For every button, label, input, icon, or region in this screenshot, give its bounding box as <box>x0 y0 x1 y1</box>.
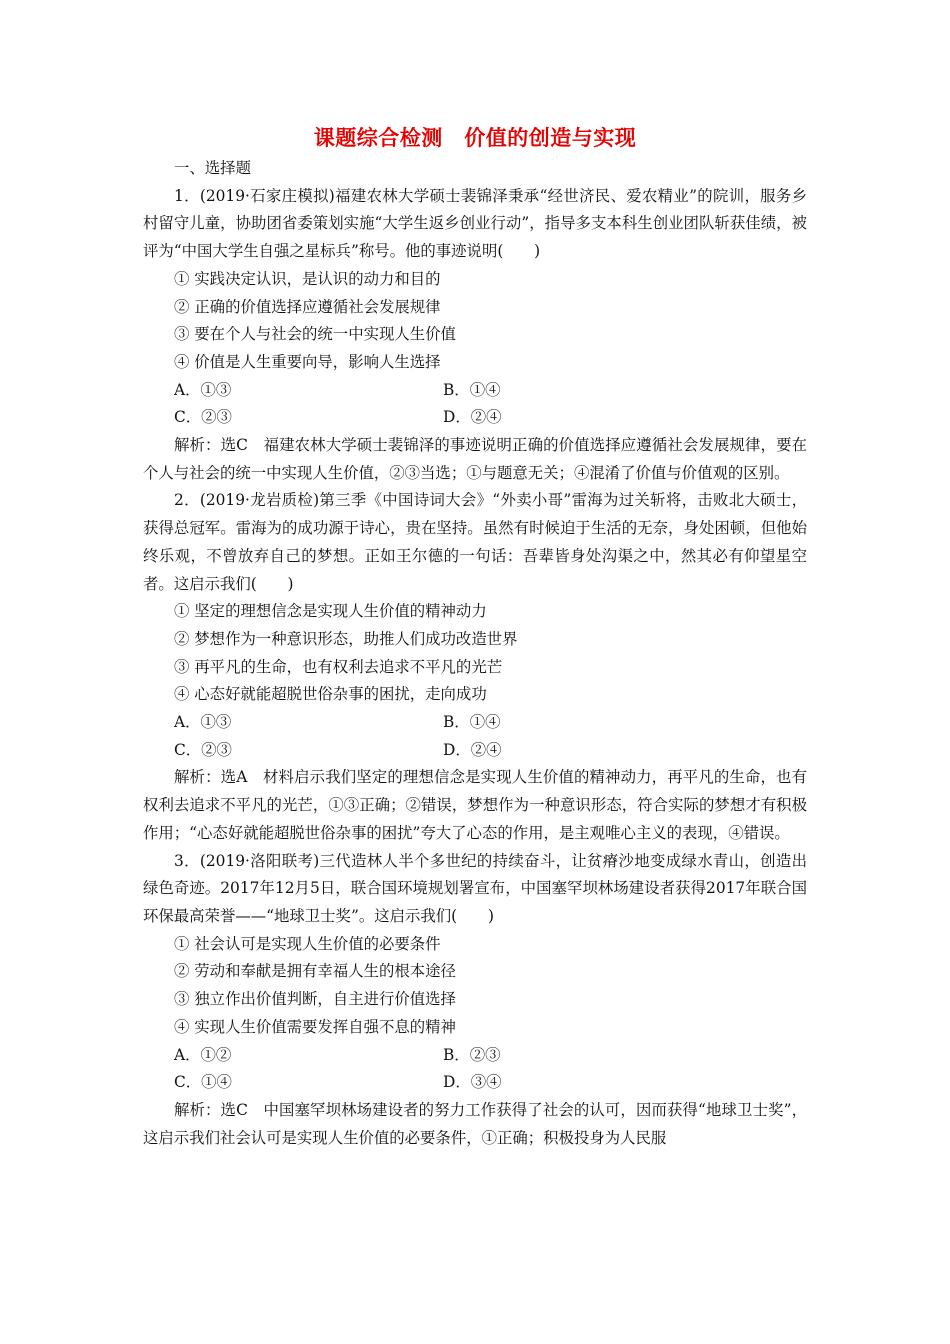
question-2-choice-c: C．②③ <box>174 740 232 759</box>
question-2-option-1: ① 坚定的理想信念是实现人生价值的精神动力 <box>174 602 487 621</box>
question-1-choice-c: C．②③ <box>174 408 232 427</box>
question-3-choices-row-1 <box>143 1042 807 1070</box>
question-2-choice-b: B．①④ <box>443 713 501 732</box>
question-2-option-4: ④ 心态好就能超脱世俗杂事的困扰，走向成功 <box>174 685 487 704</box>
document-body <box>143 155 807 1152</box>
question-1-choice-b: B．①④ <box>443 380 501 399</box>
question-3-analysis: 解析：选C 中国塞罕坝林场建设者的努力工作获得了社会的认可，因而获得“地球卫士奖”，这启示我们社会认可是实现人生价值的必要条件，①正确；积极投身为人民服 <box>143 1100 807 1147</box>
question-3-choice-c: C．①④ <box>174 1073 232 1092</box>
question-3-stem: 3．(2019·洛阳联考)三代造林人半个多世纪的持续奋斗，让贫瘠沙地变成绿水青山，创造出绿色奇迹。2017年12月5日，联合国环境规划署宣布，中国塞罕坝林场建设者获得2017年联合国环保最高荣誉——“地球卫士奖”。这启示我们( ) <box>143 851 807 925</box>
question-2-option-3: ③ 再平凡的生命，也有权利去追求不平凡的光芒 <box>174 657 503 676</box>
page-title: 课题综合检测 价值的创造与实现 <box>313 126 637 150</box>
question-1-choices-row-2 <box>143 404 807 432</box>
question-3-choice-b: B．②③ <box>443 1045 501 1064</box>
question-2-choice-d: D．②④ <box>443 740 502 759</box>
question-1-choices-row-1 <box>143 377 807 405</box>
question-3-option-1: ① 社会认可是实现人生价值的必要条件 <box>174 934 441 953</box>
question-3-choices-row-2 <box>143 1069 807 1097</box>
question-1-choice-d: D．②④ <box>443 408 502 427</box>
question-2-analysis: 解析：选A 材料启示我们坚定的理想信念是实现人生价值的精神动力，再平凡的生命，也有权利去追求不平凡的光芒，①③正确；②错误，梦想作为一种意识形态，符合实际的梦想才有积极作用；“心态好就能超脱世俗杂事的困扰”夸大了心态的作用，是主观唯心主义的表现，④错误。 <box>143 768 807 842</box>
question-1-stem: 1．(2019·石家庄模拟)福建农林大学硕士裴锦泽秉承“经世济民、爱农精业”的院训，服务乡村留守儿童，协助团省委策划实施“大学生返乡创业行动”，指导多支本科生创业团队斩获佳绩，被评为“中国大学生自强之星标兵”称号。他的事迹说明( ) <box>143 186 807 261</box>
question-1-option-3: ③ 要在个人与社会的统一中实现人生价值 <box>174 325 456 344</box>
question-2-stem: 2．(2019·龙岩质检)第三季《中国诗词大会》“外卖小哥”雷海为过关斩将，击败北大硕士，获得总冠军。雷海为的成功源于诗心，贵在坚持。虽然有时候迫于生活的无奈，身处困顿，但他始终乐观，不曾放弃自己的梦想。正如王尔德的一句话：吾辈皆身处沟渠之中，然其必有仰望星空者。这启示我们( ) <box>143 491 807 593</box>
question-3-option-3: ③ 独立作出价值判断，自主进行价值选择 <box>174 990 456 1009</box>
question-2-choice-a: A．①③ <box>174 713 232 732</box>
question-1-option-2: ② 正确的价值选择应遵循社会发展规律 <box>174 297 441 316</box>
question-1-analysis: 解析：选C 福建农林大学硕士裴锦泽的事迹说明正确的价值选择应遵循社会发展规律，要在个人与社会的统一中实现人生价值，②③当选；①与题意无关；④混淆了价值与价值观的区别。 <box>143 436 807 482</box>
question-1-option-1: ① 实践决定认识，是认识的动力和目的 <box>174 269 441 288</box>
question-2-choices-row-2 <box>143 737 807 765</box>
question-3-option-4: ④ 实现人生价值需要发挥自强不息的精神 <box>174 1017 456 1036</box>
question-3-option-2: ② 劳动和奉献是拥有幸福人生的根本途径 <box>174 962 456 981</box>
question-2-option-2: ② 梦想作为一种意识形态，助推人们成功改造世界 <box>174 629 518 648</box>
question-1-option-4: ④ 价值是人生重要向导，影响人生选择 <box>174 352 441 371</box>
question-3-choice-a: A．①② <box>174 1045 232 1064</box>
question-2-choices-row-1 <box>143 709 807 737</box>
question-1-choice-a: A．①③ <box>174 380 232 399</box>
question-3-choice-d: D．③④ <box>443 1073 502 1092</box>
section-heading: 一、选择题 <box>174 159 251 177</box>
